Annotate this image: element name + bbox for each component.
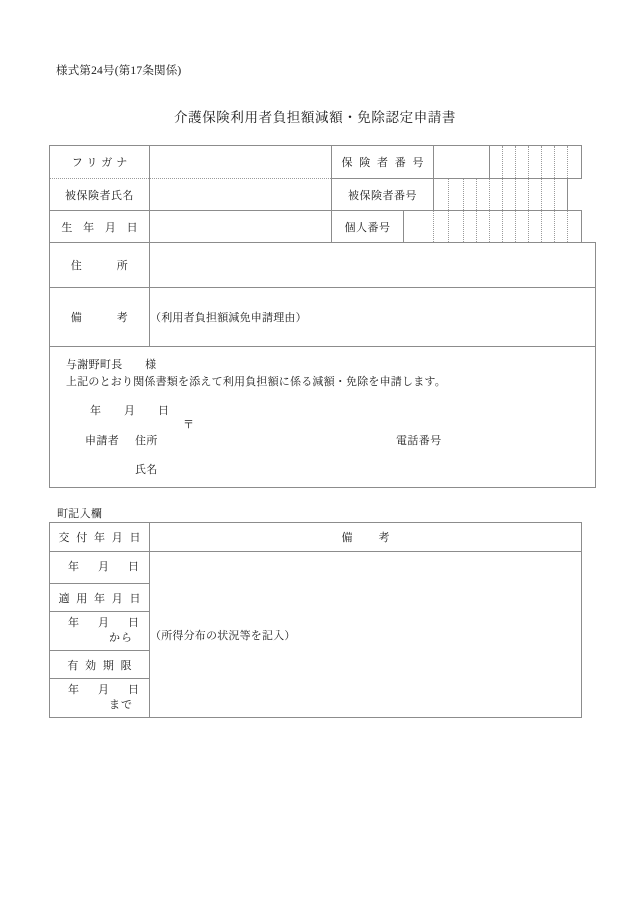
value-insured-name[interactable]: [150, 179, 332, 211]
personal-number-digit[interactable]: [434, 211, 449, 243]
label-insured-name: 被保険者氏名: [50, 179, 150, 211]
value-birth-date[interactable]: [150, 211, 332, 243]
label-personal-number: 個人番号: [332, 211, 404, 243]
issue-date-ymd: 年 月 日: [68, 561, 143, 573]
date-month-label: 月: [124, 405, 136, 417]
cell-issue-date-value[interactable]: [50, 552, 150, 584]
insurer-number-digit[interactable]: [490, 146, 503, 179]
value-furigana[interactable]: [150, 146, 332, 179]
application-block: [50, 347, 595, 487]
header-remarks: [150, 523, 582, 552]
label-insurer-number: 保 険 者 番 号: [332, 146, 434, 179]
row-birth-date: [50, 211, 596, 243]
header-remarks-part1: 備: [341, 532, 353, 544]
application-date-line[interactable]: [90, 402, 192, 418]
row-remarks: [50, 288, 596, 347]
insurer-number-digit[interactable]: [568, 146, 582, 179]
label-valid-period: 有 効 期 限: [50, 651, 150, 679]
header-issue-date: 交 付 年 月 日: [50, 523, 150, 552]
town-entry-table: [49, 522, 582, 718]
insurer-number-digit[interactable]: [542, 146, 555, 179]
apply-date-from: から: [109, 632, 133, 644]
row-insured-name: [50, 179, 596, 211]
label-apply-date: 適 用 年 月 日: [50, 584, 150, 612]
personal-number-digit[interactable]: [555, 211, 568, 243]
valid-period-until: まで: [109, 699, 133, 711]
personal-number-digit[interactable]: [464, 211, 477, 243]
town-remarks-note[interactable]: （所得分布の状況等を記入）: [150, 552, 582, 718]
applicant-name-label[interactable]: 氏名: [135, 464, 158, 476]
town-header-row: [50, 523, 582, 552]
insurer-number-digit[interactable]: [503, 146, 516, 179]
personal-number-digit[interactable]: [516, 211, 529, 243]
insured-number-digit[interactable]: [516, 179, 529, 211]
cell-apply-date-value[interactable]: [50, 612, 150, 651]
postal-mark-icon: 〒: [183, 419, 195, 431]
insured-number-digit[interactable]: [555, 179, 568, 211]
insured-number-digit[interactable]: [464, 179, 477, 211]
date-day-label: 日: [158, 405, 170, 417]
insurer-number-digit[interactable]: [529, 146, 542, 179]
insured-number-digit[interactable]: [477, 179, 490, 211]
label-birth-date: 生 年 月 日: [50, 211, 150, 243]
insurer-number-blank[interactable]: [434, 146, 490, 179]
applicant-label: 申請者: [85, 435, 120, 447]
date-year-label: 年: [90, 405, 102, 417]
personal-number-digit[interactable]: [490, 211, 503, 243]
personal-number-digit[interactable]: [449, 211, 464, 243]
personal-number-digit[interactable]: [477, 211, 490, 243]
remarks-reason-note[interactable]: （利用者負担額減免申請理由）: [150, 288, 596, 347]
row-application-block: [50, 347, 596, 488]
form-number: 様式第24号(第17条関係): [56, 65, 182, 77]
town-section-caption: 町記入欄: [57, 508, 103, 520]
insured-number-digit[interactable]: [529, 179, 542, 211]
insured-number-digit[interactable]: [542, 179, 555, 211]
personal-number-digit[interactable]: [542, 211, 555, 243]
insured-number-digit[interactable]: [490, 179, 503, 211]
insurer-number-digit[interactable]: [555, 146, 568, 179]
valid-period-ymd: 年 月 日: [68, 684, 143, 696]
label-address: 住 所: [50, 243, 150, 288]
personal-number-digit[interactable]: [404, 211, 434, 243]
application-statement: 上記のとおり関係書類を添えて利用負担額に係る減額・免除を申請します。: [66, 376, 446, 388]
telephone-label[interactable]: 電話番号: [396, 435, 442, 447]
town-row-issue-date-value: [50, 552, 582, 584]
apply-date-ymd: 年 月 日: [68, 617, 143, 629]
personal-number-digit[interactable]: [503, 211, 516, 243]
personal-number-digit[interactable]: [529, 211, 542, 243]
insurer-number-digit[interactable]: [516, 146, 529, 179]
row-furigana: [50, 146, 596, 179]
insured-number-digit[interactable]: [503, 179, 516, 211]
insured-number-digit[interactable]: [434, 179, 449, 211]
label-remarks: 備 考: [50, 288, 150, 347]
cell-valid-period-value[interactable]: [50, 679, 150, 718]
label-furigana: フリガナ: [50, 146, 150, 179]
applicant-address-label[interactable]: 住所: [135, 435, 158, 447]
label-insured-number: 被保険者番号: [332, 179, 434, 211]
page-title: 介護保険利用者負担額減額・免除認定申請書: [174, 110, 456, 125]
insured-number-digit[interactable]: [449, 179, 464, 211]
row-address: [50, 243, 596, 288]
addressee-line: 与謝野町長 様: [66, 359, 157, 371]
value-address[interactable]: [150, 243, 596, 288]
header-remarks-part2: 考: [378, 532, 390, 544]
applicant-info-table: [49, 145, 596, 488]
personal-number-digit[interactable]: [568, 211, 582, 243]
